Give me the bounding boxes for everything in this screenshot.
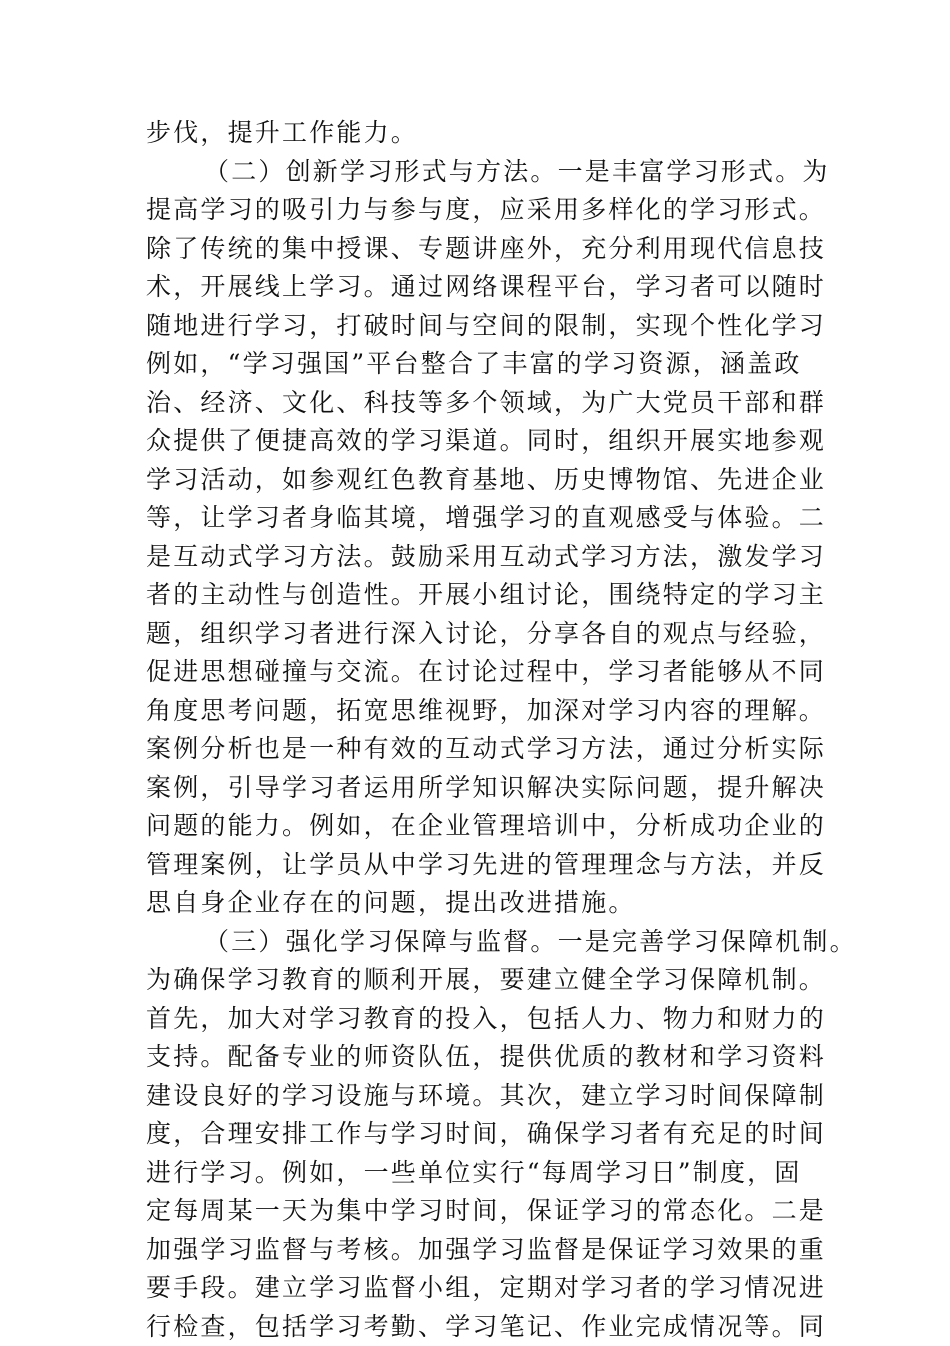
body-text (146, 114, 846, 1346)
section-heading-line: （三）强化学习保障与监督。一是完善学习保障机制。 (146, 923, 846, 962)
text-line: 思自身企业存在的问题，提出改进措施。 (146, 884, 846, 923)
text-line: 支持。配备专业的师资队伍，提供优质的教材和学习资料 (146, 1038, 846, 1077)
text-line: 角度思考问题，拓宽思维视野，加深对学习内容的理解。 (146, 692, 846, 731)
text-line: 促进思想碰撞与交流。在讨论过程中，学习者能够从不同 (146, 653, 846, 692)
text-line: 治、经济、文化、科技等多个领域，为广大党员干部和群 (146, 384, 846, 423)
text-line: 管理案例，让学员从中学习先进的管理理念与方法，并反 (146, 846, 846, 885)
text-line: 题，组织学习者进行深入讨论，分享各自的观点与经验， (146, 615, 846, 654)
text-line: 案例分析也是一种有效的互动式学习方法，通过分析实际 (146, 730, 846, 769)
text-line: 进行学习。例如，一些单位实行“每周学习日”制度，固 (146, 1154, 846, 1193)
text-line: 建设良好的学习设施与环境。其次，建立学习时间保障制 (146, 1077, 846, 1116)
text-line: 行检查，包括学习考勤、学习笔记、作业完成情况等。同 (146, 1308, 846, 1346)
text-line: 等，让学习者身临其境，增强学习的直观感受与体验。二 (146, 499, 846, 538)
text-line: 加强学习监督与考核。加强学习监督是保证学习效果的重 (146, 1231, 846, 1270)
text-line: 例如，“学习强国”平台整合了丰富的学习资源，涵盖政 (146, 345, 846, 384)
text-line: 提高学习的吸引力与参与度，应采用多样化的学习形式。 (146, 191, 846, 230)
text-line: 术，开展线上学习。通过网络课程平台，学习者可以随时 (146, 268, 846, 307)
text-line: 案例，引导学习者运用所学知识解决实际问题，提升解决 (146, 769, 846, 808)
text-line: 学习活动，如参观红色教育基地、历史博物馆、先进企业 (146, 461, 846, 500)
text-line: 随地进行学习，打破时间与空间的限制，实现个性化学习 (146, 307, 846, 346)
text-line: 要手段。建立学习监督小组，定期对学习者的学习情况进 (146, 1269, 846, 1308)
text-line: 步伐，提升工作能力。 (146, 114, 846, 153)
text-line: 众提供了便捷高效的学习渠道。同时，组织开展实地参观 (146, 422, 846, 461)
section-heading-line: （二）创新学习形式与方法。一是丰富学习形式。为 (146, 153, 846, 192)
text-line: 除了传统的集中授课、专题讲座外，充分利用现代信息技 (146, 230, 846, 269)
text-line: 定每周某一天为集中学习时间，保证学习的常态化。二是 (146, 1192, 846, 1231)
text-line: 者的主动性与创造性。开展小组讨论，围绕特定的学习主 (146, 576, 846, 615)
text-line: 问题的能力。例如，在企业管理培训中，分析成功企业的 (146, 807, 846, 846)
text-line: 是互动式学习方法。鼓励采用互动式学习方法，激发学习 (146, 538, 846, 577)
text-line: 度，合理安排工作与学习时间，确保学习者有充足的时间 (146, 1115, 846, 1154)
text-line: 为确保学习教育的顺利开展，要建立健全学习保障机制。 (146, 961, 846, 1000)
text-line: 首先，加大对学习教育的投入，包括人力、物力和财力的 (146, 1000, 846, 1039)
